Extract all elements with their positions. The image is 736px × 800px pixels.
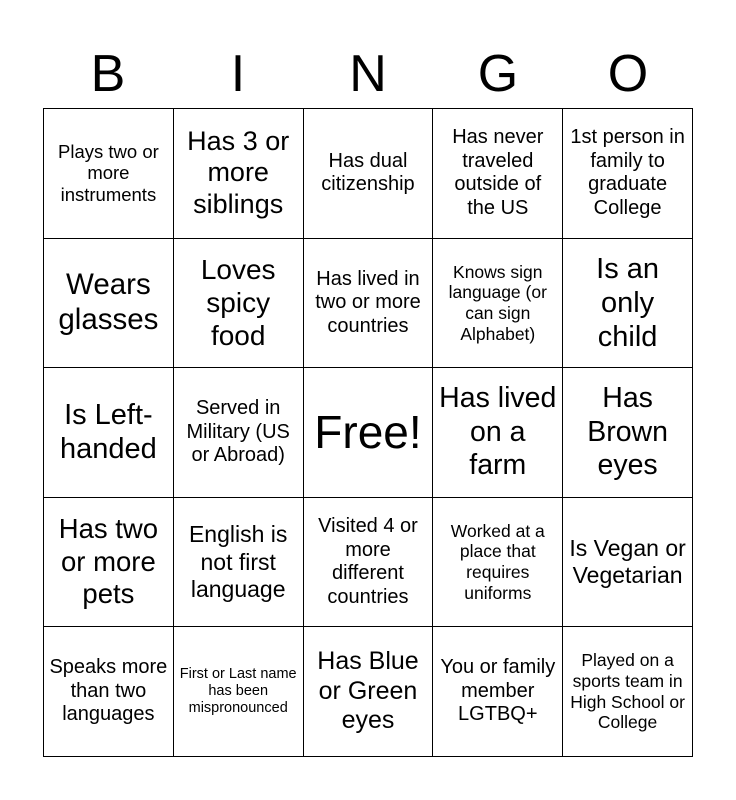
bingo-cell[interactable]: Is Vegan or Vegetarian	[563, 498, 693, 628]
bingo-cell[interactable]: 1st person in family to graduate College	[563, 109, 693, 239]
bingo-cell[interactable]: Has lived on a farm	[433, 368, 563, 498]
header-letter-b: B	[90, 45, 126, 103]
bingo-cell[interactable]: Knows sign language (or can sign Alphabet)	[433, 239, 563, 369]
bingo-cell[interactable]: Worked at a place that requires uniforms	[433, 498, 563, 628]
bingo-cell[interactable]: Has 3 or more siblings	[174, 109, 304, 239]
header-letter-n: N	[349, 45, 387, 103]
bingo-cell[interactable]: Served in Military (US or Abroad)	[174, 368, 304, 498]
bingo-cell[interactable]: Wears glasses	[44, 239, 174, 369]
bingo-cell[interactable]: Has dual citizenship	[304, 109, 434, 239]
bingo-board	[43, 108, 693, 757]
bingo-cell[interactable]: Speaks more than two languages	[44, 627, 174, 757]
bingo-cell[interactable]: Loves spicy food	[174, 239, 304, 369]
bingo-cell[interactable]: Plays two or more instruments	[44, 109, 174, 239]
header-letter-i: I	[230, 45, 246, 103]
bingo-cell[interactable]: Has lived in two or more countries	[304, 239, 434, 369]
bingo-cell[interactable]: Has Brown eyes	[563, 368, 693, 498]
bingo-cell[interactable]: Has Blue or Green eyes	[304, 627, 434, 757]
bingo-cell[interactable]: Visited 4 or more different countries	[304, 498, 434, 628]
bingo-cell[interactable]: You or family member LGTBQ+	[433, 627, 563, 757]
bingo-cell[interactable]: English is not first language	[174, 498, 304, 628]
bingo-cell[interactable]: Is Left-handed	[44, 368, 174, 498]
bingo-cell[interactable]: Has never traveled outside of the US	[433, 109, 563, 239]
header-letter-g: G	[477, 45, 519, 103]
bingo-header	[43, 40, 693, 108]
bingo-cell[interactable]: Is an only child	[563, 239, 693, 369]
bingo-cell-free[interactable]: Free!	[304, 368, 434, 498]
header-letter-o: O	[607, 45, 649, 103]
bingo-cell[interactable]: First or Last name has been mispronounced	[174, 627, 304, 757]
bingo-cell[interactable]: Played on a sports team in High School or College	[563, 627, 693, 757]
bingo-cell[interactable]: Has two or more pets	[44, 498, 174, 628]
